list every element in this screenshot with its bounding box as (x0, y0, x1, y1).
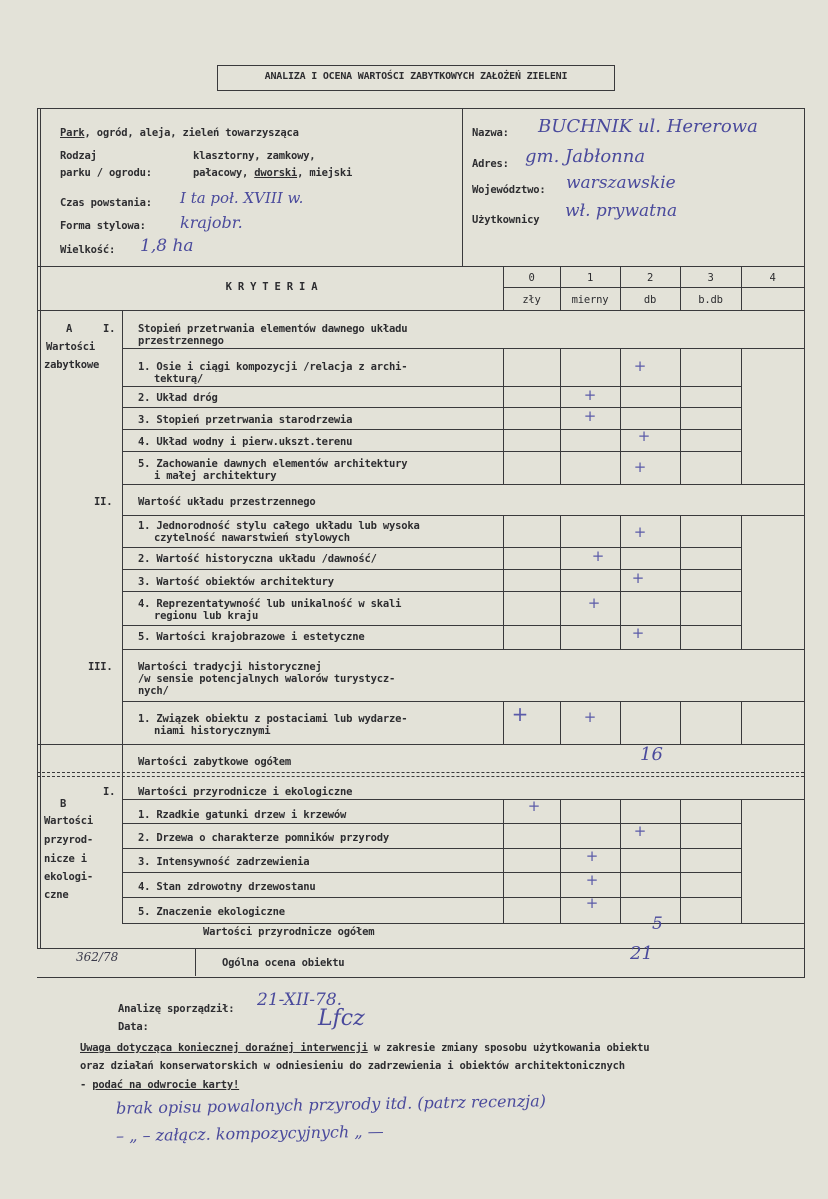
group-ii-numeral: II. (94, 496, 113, 508)
uwaga-line-2: oraz działań konserwatorskich w odniesieniu do zadrzewienia i obiektów architektonicznych (80, 1060, 625, 1072)
kryteria-header: K R Y T E R I A (225, 281, 318, 293)
group-ii-title: Wartość układu przestrzennego (138, 496, 316, 508)
object-type-line: Park, ogród, aleja, zieleń towarzysząca (60, 127, 299, 139)
criterion-row-cont: i małej architektury (154, 470, 277, 482)
uzytkownicy-label: Użytkownicy (472, 214, 540, 226)
nazwa-value: BUCHNIK ul. Hererowa (538, 116, 758, 137)
rodzaj-selected: dworski (254, 167, 298, 179)
criterion-row: 1. Rzadkie gatunki drzew i krzewów (138, 809, 347, 821)
criterion-row: 4. Układ wodny i pierw.ukszt.terenu (138, 436, 353, 448)
rodzaj-options: klasztorny, zamkowy, (193, 150, 316, 162)
criterion-row: 1. Związek obiektu z postaciami lub wydarze- (138, 713, 408, 725)
criterion-row: 4. Reprezentatywność lub unikalność w skali (138, 598, 402, 610)
section-a-name: Wartości (46, 341, 95, 353)
group-iii-title: Wartości tradycji historycznej (138, 661, 322, 673)
wojewodztwo-value: warszawskie (566, 173, 676, 193)
section-b-name-3: nicze i (44, 853, 87, 865)
score-name-1: mierny (571, 294, 609, 306)
uwaga-line-3: - podać na odwrocie karty! (80, 1079, 240, 1091)
criterion-row: 2. Układ dróg (138, 392, 218, 404)
criterion-row: 5. Wartości krajobrazowe i estetyczne (138, 631, 365, 643)
date-label: Data: (118, 1021, 149, 1033)
criterion-row: 4. Stan zdrowotny drzewostanu (138, 881, 316, 893)
rodzaj-label: Rodzaj (60, 150, 97, 162)
score-mark: + (633, 458, 647, 476)
criterion-row: 2. Drzewa o charakterze pomników przyrody (138, 832, 389, 844)
analysis-date-value: 21-XII-78. (257, 990, 343, 1010)
handwritten-note-2: – „ – załącz. kompozycyjnych „ — (115, 1121, 384, 1146)
section-b-name: Wartości (44, 815, 93, 827)
group-i-title-2: przestrzennego (138, 335, 224, 347)
overall-label: Ogólna ocena obiektu (222, 957, 345, 969)
document-title: ANALIZA I OCENA WARTOŚCI ZABYTKOWYCH ZAŁOŻEŃ ZIELENI (264, 71, 568, 82)
adres-value: gm. Jabłonna (525, 146, 646, 167)
criterion-row: 3. Wartość obiektów architektury (138, 576, 334, 588)
wielkosc-label: Wielkość: (60, 244, 116, 256)
forma-label: Forma stylowa: (60, 220, 146, 232)
section-b-name-2: przyrod- (44, 834, 93, 846)
criterion-row: 1. Osie i ciągi kompozycji /relacja z archi- (138, 361, 408, 373)
score-2: 2 (646, 272, 654, 284)
score-mark: + (633, 523, 647, 541)
group-i-title: Stopień przetrwania elementów dawnego układu (138, 323, 408, 335)
score-name-2: db (643, 294, 657, 306)
total-zabytkowe-value: 16 (640, 744, 663, 765)
score-mark: + (591, 547, 605, 565)
score-name-3: b.db (698, 294, 723, 306)
signature: Lfcz (318, 1006, 365, 1031)
rodzaj-options-2: pałacowy, dworski, miejski (193, 167, 353, 179)
section-a-letter: A (66, 323, 73, 335)
score-mark: + (585, 847, 599, 865)
criterion-row-cont: czytelność nawarstwień stylowych (154, 532, 350, 544)
group-iii-title-3: nych/ (138, 685, 169, 697)
criterion-row: 1. Jednorodność stylu całego układu lub wysoka (138, 520, 420, 532)
score-0: 0 (528, 272, 535, 284)
section-b-name-5: czne (44, 889, 69, 901)
score-3: 3 (707, 272, 714, 284)
reference-number: 362/78 (76, 950, 119, 964)
score-mark: + (585, 871, 599, 889)
score-mark: + (511, 702, 529, 726)
criterion-row-cont: niami historycznymi (154, 725, 271, 737)
czas-label: Czas powstania: (60, 197, 152, 209)
score-name-0: zły (522, 294, 541, 306)
group-bi-title: Wartości przyrodnicze i ekologiczne (138, 786, 353, 798)
adres-label: Adres: (472, 158, 509, 170)
criterion-row: 3. Intensywność zadrzewienia (138, 856, 310, 868)
score-mark: + (637, 427, 651, 445)
uwaga-line-1: Uwaga dotycząca koniecznej doraźnej interwencji w zakresie zmiany sposobu użytkowania obiektu (80, 1042, 650, 1054)
criterion-row: 5. Znaczenie ekologiczne (138, 906, 285, 918)
score-mark: + (585, 894, 599, 912)
score-4: 4 (769, 272, 776, 284)
score-mark: + (633, 822, 647, 840)
score-mark: + (633, 357, 647, 375)
criterion-row-cont: regionu lub kraju (154, 610, 259, 622)
score-mark: + (583, 386, 597, 404)
score-mark: + (587, 594, 601, 612)
score-mark: + (583, 407, 597, 425)
total-przyrodnicze-value: 5 (652, 914, 663, 934)
score-mark: + (631, 569, 645, 587)
criterion-row: 5. Zachowanie dawnych elementów architektury (138, 458, 408, 470)
uzytkownicy-value: wł. prywatna (565, 201, 678, 221)
analysis-author-label: Analizę sporządził: (118, 1003, 235, 1015)
rodzaj-label-2: parku / ogrodu: (60, 167, 152, 179)
score-1: 1 (586, 272, 594, 284)
czas-value: I ta poł. XVIII w. (180, 189, 304, 207)
group-iii-title-2: /w sensie potencjalnych walorów turystycz- (138, 673, 396, 685)
section-a-name-2: zabytkowe (44, 359, 100, 371)
overall-value: 21 (630, 943, 653, 964)
score-mark: + (583, 708, 597, 726)
group-bi-numeral: I. (103, 786, 116, 798)
score-mark: + (631, 624, 645, 642)
group-i-numeral: I. (103, 323, 116, 335)
forma-value: krajobr. (180, 213, 243, 232)
nazwa-label: Nazwa: (472, 127, 509, 139)
criterion-row: 2. Wartość historyczna układu /dawność/ (138, 553, 377, 565)
section-b-letter: B (60, 798, 67, 810)
criterion-row-cont: tekturą/ (154, 373, 203, 385)
wielkosc-value: 1,8 ha (140, 236, 194, 256)
total-przyrodnicze-label: Wartości przyrodnicze ogółem (203, 926, 375, 938)
score-mark: + (527, 797, 541, 815)
section-b-name-4: ekologi- (44, 871, 93, 883)
total-zabytkowe-label: Wartości zabytkowe ogółem (138, 756, 292, 768)
criterion-row: 3. Stopień przetrwania starodrzewia (138, 414, 353, 426)
group-iii-numeral: III. (88, 661, 113, 673)
handwritten-note: brak opisu powalonych przyrody itd. (patrz recenzja) (115, 1091, 547, 1118)
wojewodztwo-label: Województwo: (472, 184, 546, 196)
